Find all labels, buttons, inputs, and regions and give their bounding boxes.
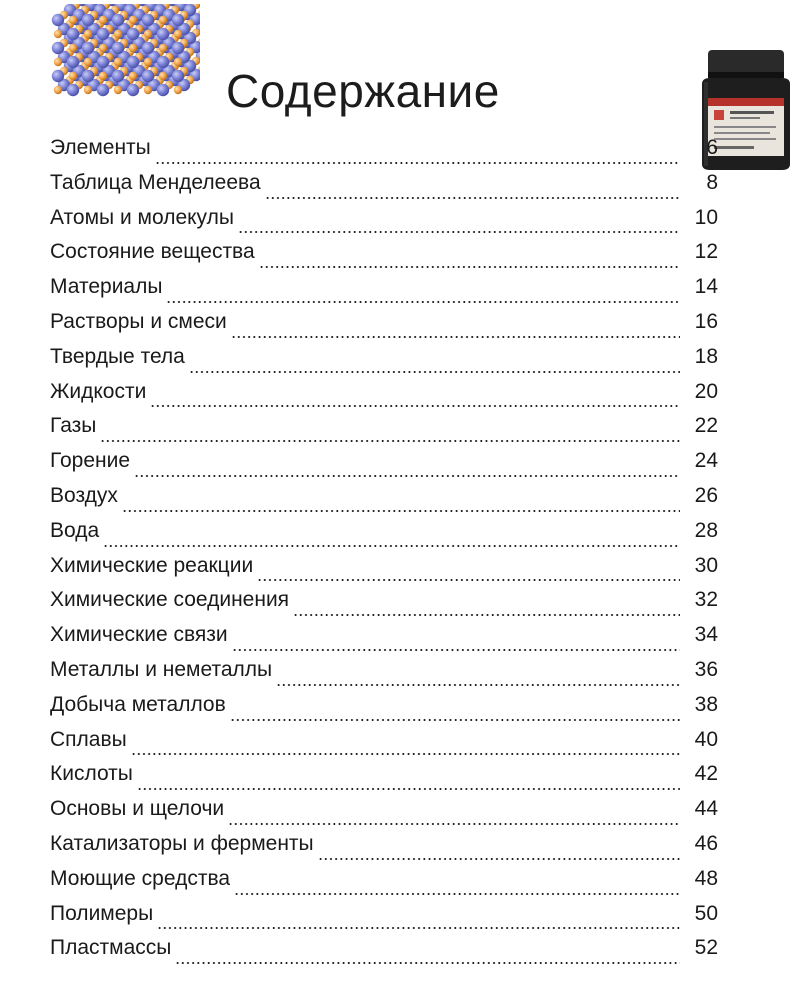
toc-entry-title: Таблица Менделеева [50, 170, 261, 194]
toc-entry [50, 867, 718, 902]
dot-leader [155, 161, 680, 165]
crystal-lattice-image [40, 4, 200, 108]
toc-entry-page-number: 34 [694, 623, 718, 647]
toc-entry-title: Моющие средства [50, 866, 231, 890]
dot-leader [228, 822, 680, 826]
toc-entry-title: Химические связи [50, 623, 228, 647]
toc-entry-title: Химические реакции [50, 553, 254, 577]
toc-entry [50, 310, 718, 345]
toc-entry-title: Воздух [50, 483, 118, 507]
toc-entry [50, 728, 718, 763]
toc-entry-title: Катализаторы и ферменты [50, 831, 314, 855]
toc-entry-title: Кислоты [50, 762, 133, 786]
toc-entry [50, 623, 718, 658]
toc-entry-title: Растворы и смеси [50, 309, 227, 333]
toc-entry [50, 519, 718, 554]
dot-leader [230, 718, 680, 722]
dot-leader [232, 648, 680, 652]
toc-entry-page-number: 30 [694, 553, 718, 577]
toc-entry-page-number: 52 [694, 936, 718, 960]
toc-entry [50, 797, 718, 832]
toc-entry-title: Жидкости [50, 379, 147, 403]
toc-entry-page-number: 28 [694, 518, 718, 542]
dot-leader [137, 787, 680, 791]
dot-leader [122, 509, 680, 513]
toc-entry-page-number: 24 [694, 449, 718, 473]
toc-entry-page-number: 46 [694, 831, 718, 855]
toc-entry-page-number: 6 [706, 136, 718, 159]
toc-entry-page-number: 10 [694, 205, 718, 229]
toc-entry-title: Химические соединения [50, 588, 290, 612]
toc-entry-title: Материалы [50, 275, 163, 299]
toc-entry-page-number: 50 [694, 901, 718, 925]
toc-entry-title: Основы и щелочи [50, 797, 225, 821]
toc-entry-page-number: 36 [694, 657, 718, 681]
dot-leader [166, 300, 680, 304]
toc-entry [50, 693, 718, 728]
table-of-contents [50, 136, 718, 971]
dot-leader [189, 370, 680, 374]
toc-entry-title: Газы [50, 414, 97, 438]
dot-leader [234, 892, 680, 896]
dot-leader [175, 961, 680, 965]
toc-entry-title: Атомы и молекулы [50, 205, 234, 229]
toc-entry-title: Состояние вещества [50, 240, 255, 264]
toc-entry-page-number: 14 [694, 275, 718, 299]
toc-entry-page-number: 32 [694, 588, 718, 612]
dot-leader [134, 474, 680, 478]
dot-leader [318, 857, 680, 861]
dot-leader [276, 683, 680, 687]
toc-entry [50, 240, 718, 275]
toc-entry-page-number: 22 [694, 414, 718, 438]
toc-entry [50, 345, 718, 380]
toc-entry-title: Вода [50, 518, 100, 542]
dot-leader [257, 578, 680, 582]
toc-entry-title: Добыча металлов [50, 692, 226, 716]
toc-entry-page-number: 26 [694, 483, 718, 507]
dot-leader [150, 404, 680, 408]
dot-leader [131, 752, 680, 756]
page-title: Содержание [226, 65, 500, 117]
toc-entry [50, 902, 718, 937]
toc-entry [50, 414, 718, 449]
toc-entry-title: Элементы [50, 136, 151, 159]
dot-leader [103, 544, 680, 548]
dot-leader [265, 196, 680, 200]
toc-entry-page-number: 12 [694, 240, 718, 264]
toc-entry [50, 832, 718, 867]
toc-entry-title: Сплавы [50, 727, 127, 751]
toc-entry-page-number: 20 [694, 379, 718, 403]
toc-entry-title: Твердые тела [50, 344, 185, 368]
dot-leader [157, 926, 680, 930]
toc-entry-page-number: 18 [694, 344, 718, 368]
toc-entry [50, 588, 718, 623]
dot-leader [231, 335, 680, 339]
toc-entry-page-number: 48 [694, 866, 718, 890]
toc-entry-page-number: 38 [694, 692, 718, 716]
toc-entry [50, 449, 718, 484]
toc-entry [50, 484, 718, 519]
toc-entry [50, 275, 718, 310]
toc-entry [50, 136, 718, 171]
toc-entry-title: Металлы и неметаллы [50, 657, 273, 681]
dot-leader [293, 613, 680, 617]
toc-entry-page-number: 40 [694, 727, 718, 751]
toc-entry-title: Пластмассы [50, 936, 172, 960]
toc-entry [50, 380, 718, 415]
toc-entry-page-number: 42 [694, 762, 718, 786]
dot-leader [100, 439, 680, 443]
toc-entry-title: Горение [50, 449, 131, 473]
toc-entry-page-number: 16 [694, 309, 718, 333]
dot-leader [238, 230, 680, 234]
toc-entry-page-number: 8 [706, 170, 718, 194]
toc-entry [50, 658, 718, 693]
toc-entry [50, 171, 718, 206]
toc-entry [50, 762, 718, 797]
dot-leader [259, 265, 680, 269]
toc-entry-title: Полимеры [50, 901, 154, 925]
toc-entry-page-number: 44 [694, 797, 718, 821]
toc-entry [50, 936, 718, 971]
toc-entry [50, 206, 718, 241]
toc-entry [50, 554, 718, 589]
